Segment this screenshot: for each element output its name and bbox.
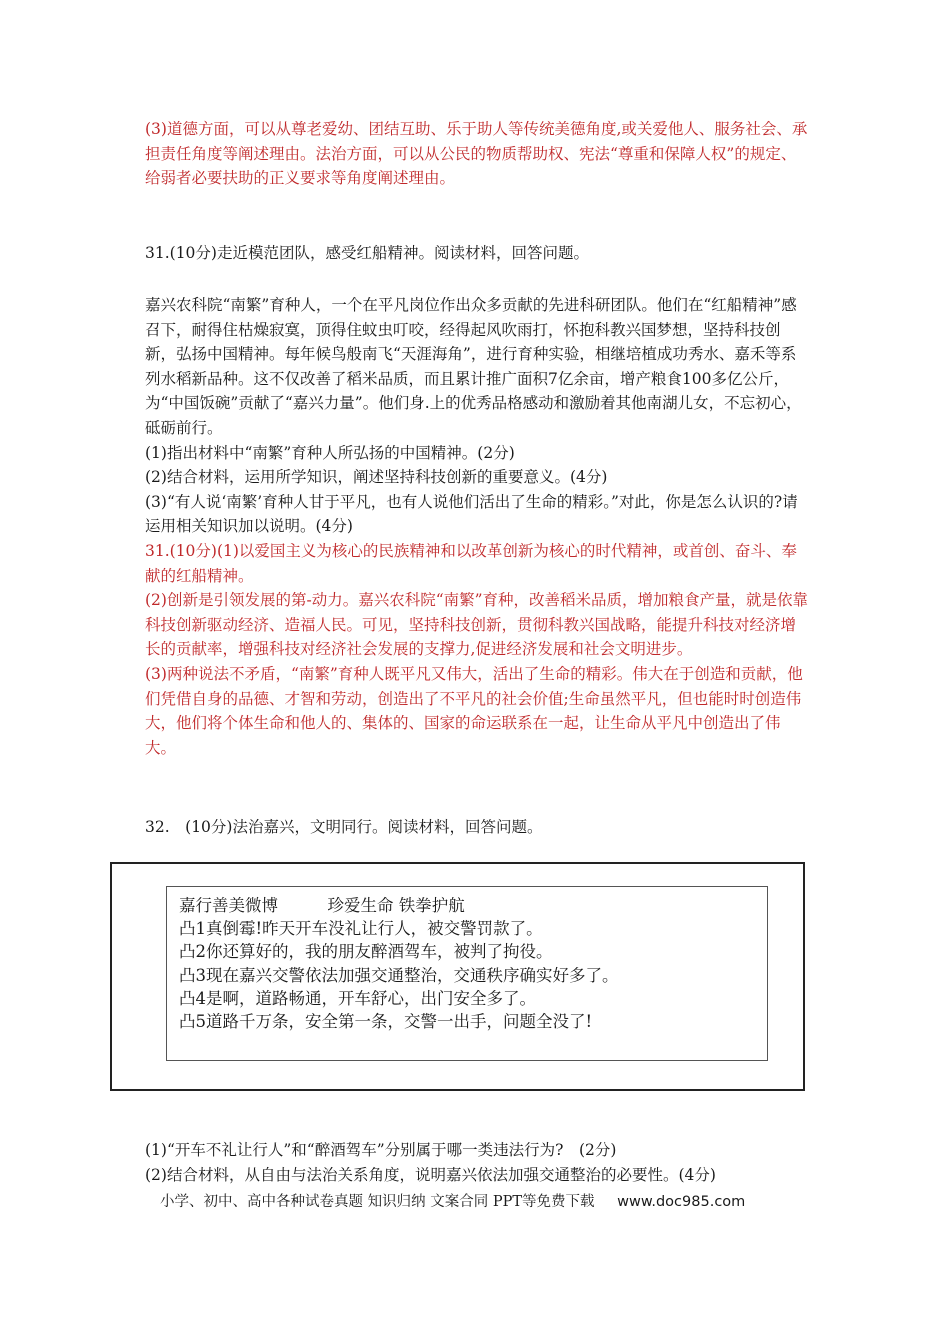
q31-answer-3: (3)两种说法不矛盾，“南繁”育种人既平凡又伟大，活出了生命的精彩。伟大在于创造和贡献，他们凭借自身的品德、才智和劳动，创造出了不平凡的社会价值;生命虽然平凡，但也能时时创造伟大，他们将个体生命和他人的、集体的、国家的命运联系在一起，让生命从平凡中创造出了伟大。 xyxy=(145,664,803,757)
question-title: 32. (10分)法治嘉兴，文明同行。阅读材料，回答问题。 xyxy=(145,818,543,836)
q31-title xyxy=(145,241,810,266)
q31-question-2: (2)结合材料，运用所学知识，阐述坚持科技创新的重要意义。(4分) xyxy=(145,468,608,487)
weibo-box xyxy=(166,886,768,1061)
prev-answer-part3 xyxy=(145,117,810,191)
q32-title xyxy=(145,815,810,840)
q31-question-3: (3)“有人说‘南繁’育种人甘于平凡，也有人说他们活出了生命的精彩。”对此，你是怎么认识的?请运用相关知识加以说明。(4分) xyxy=(145,492,798,536)
weibo-post: 凸3现在嘉兴交警依法加强交通整治，交通秩序确实好多了。 xyxy=(179,965,619,985)
q32-question-2: (2)结合材料，从自由与法治关系角度，说明嘉兴依法加强交通整治的必要性。(4分) xyxy=(145,1165,716,1184)
page-footer xyxy=(160,1190,745,1211)
footer-text: 小学、初中、高中各种试卷真题 知识归纳 文案合同 PPT等免费下载 xyxy=(160,1194,595,1210)
q31-answer-1: 31.(10分)(1)以爱国主义为核心的民族精神和以改革创新为核心的时代精神，或首创、奋斗、奉献的红船精神。 xyxy=(145,541,797,585)
q31-material: 嘉兴农科院“南繁”育种人，一个在平凡岗位作出众多贡献的先进科研团队。他们在“红船精神”感召下，耐得住枯燥寂寞，顶得住蚊虫叮咬，经得起风吹雨打，怀抱科教兴国梦想，坚持科技创新，弘扬中国精神。每年候鸟般南飞“天涯海角”，进行育种实验，相继培植成功秀水、嘉禾等系列水稻新品种。这不仅改善了稻米品质，而且累计推广面积7亿余亩，增产粮食100多亿公斤，为“中国饭碗”贡献了“嘉兴力量”。他们身.上的优秀品格感动和激励着其他南湖儿女，不忘初心，砥砺前行。 xyxy=(145,296,802,437)
weibo-header: 嘉行善美微博 珍爱生命 铁拳护航 xyxy=(179,896,465,915)
question-title: 31.(10分)走近模范团队，感受红船精神。阅读材料，回答问题。 xyxy=(145,244,589,262)
weibo-post: 凸2你还算好的，我的朋友醉酒驾车，被判了拘役。 xyxy=(179,942,553,962)
weibo-post: 凸4是啊，道路畅通，开车舒心，出门安全多了。 xyxy=(179,988,536,1008)
answer-text: (3)道德方面，可以从尊老爱幼、团结互助、乐于助人等传统美德角度,或关爱他人、服务社会、承担责任角度等阐述理由。法治方面，可以从公民的物质帮助权、宪法“尊重和保障人权”的规定、给弱者必要扶助的正义要求等角度阐述理由。 xyxy=(145,120,808,188)
q32-questions xyxy=(145,1138,810,1187)
q32-question-1: (1)“开车不礼让行人”和“醉酒驾车”分别属于哪一类违法行为? (2分) xyxy=(145,1141,617,1159)
q31-question-1: (1)指出材料中“南繁”育种人所弘扬的中国精神。(2分) xyxy=(145,443,515,462)
q31-body xyxy=(145,293,810,760)
weibo-post: 凸5道路千万条，安全第一条，交警一出手，问题全没了! xyxy=(179,1012,593,1032)
q31-answer-2: (2)创新是引领发展的第-动力。嘉兴农科院“南繁”育种，改善稻米品质，增加粮食产量，就是依靠科技创新驱动经济、造福人民。可见，坚持科技创新，贯彻科教兴国战略，能提升科技对经济增长的贡献率，增强科技对经济社会发展的支撑力,促进经济发展和社会文明进步。 xyxy=(145,591,809,659)
footer-link[interactable]: www.doc985.com xyxy=(617,1194,746,1210)
weibo-post: 凸1真倒霉!昨天开车没礼让行人，被交警罚款了。 xyxy=(179,919,543,939)
